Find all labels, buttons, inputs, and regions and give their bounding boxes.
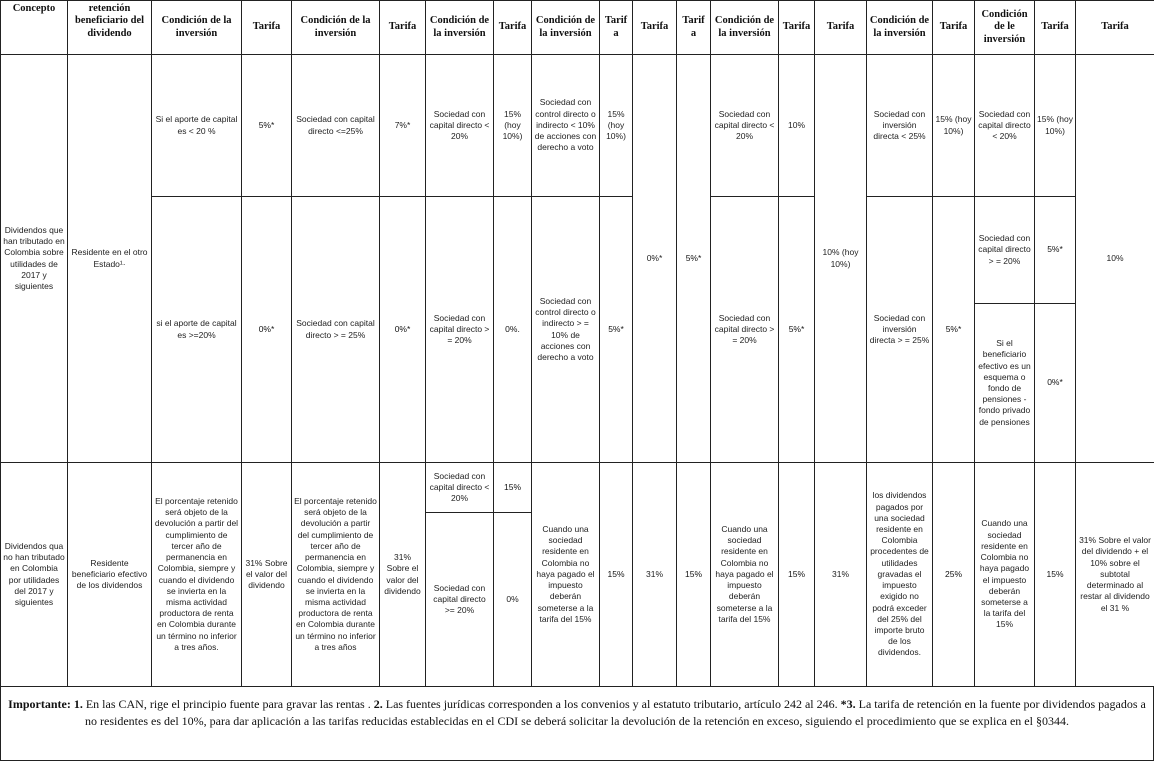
footnote-number: 1.	[73, 697, 83, 711]
condition-cell: Cuando una sociedad residente en Colombia no haya pagado el impuesto deberán someterse a la tarifa del 15%	[975, 463, 1035, 687]
rate-cell: 0%*	[633, 55, 677, 463]
footnote-text: La tarifa de retención en la fuente por dividendos pagados a no residentes es del 10%, para dar aplicación a las tarifas reducidas establecidas en el CDI se deberá solicitar la devolución de la retención en exceso, siguiendo el procedimiento que se explica en el §0344.	[85, 697, 1146, 728]
header-tarifa: Tarif a	[677, 1, 711, 55]
rate-cell: 5%*	[779, 197, 815, 463]
condition-cell: Sociedad con capital directo < 20%	[975, 55, 1035, 197]
rate-cell: 15%	[494, 463, 532, 513]
rate-cell: 0%*	[380, 197, 426, 463]
rate-cell: 0%*	[1035, 304, 1076, 463]
condition-cell: si el aporte de capital es >=20%	[152, 197, 242, 463]
footnote-text: En las CAN, rige el principio fuente para gravar las rentas .	[82, 697, 374, 711]
condition-cell: Sociedad con control directo o indirecto > = 10% de acciones con derecho a voto	[532, 197, 600, 463]
footnote-label: Importante:	[8, 697, 71, 711]
rate-cell: 15% (hoy 10%)	[1035, 55, 1076, 197]
condition-cell: Sociedad con capital directo > = 25%	[292, 197, 380, 463]
rate-cell: 31% Sobre el valor del dividendo + el 10% sobre el subtotal determinado al restar al dividendo el 31 %	[1076, 463, 1154, 687]
rate-cell: 15%	[677, 463, 711, 687]
table-row	[1, 55, 1154, 197]
rate-cell: 31%	[815, 463, 867, 687]
header-tarifa: Tarifa	[815, 1, 867, 55]
condition-cell: Sociedad con capital directo >= 20%	[426, 513, 494, 687]
condition-cell: Si el aporte de capital es < 20 %	[152, 55, 242, 197]
rate-cell: 15%	[600, 463, 633, 687]
header-condicion: Condición de la inversión	[292, 1, 380, 55]
header-tarifa: Tarifa	[1035, 1, 1076, 55]
footnote	[0, 686, 1154, 761]
condition-cell: los dividendos pagados por una sociedad residente en Colombia procedentes de utilidades gravadas el impuesto exigido no podrá exceder del 25% del importe bruto de los dividendos.	[867, 463, 933, 687]
condition-cell: Sociedad con capital directo < 20%	[711, 55, 779, 197]
header-condicion: Condición de le inversión	[975, 1, 1035, 55]
header-tarifa: Tarifa	[933, 1, 975, 55]
rate-cell: 5%*	[600, 197, 633, 463]
header-condicion: Condición de la inversión	[152, 1, 242, 55]
footnote-number: 2.	[373, 697, 383, 711]
condition-cell: Cuando una sociedad residente en Colombia no haya pagado el impuesto deberán someterse a la tarifa del 15%	[711, 463, 779, 687]
header-row	[1, 1, 1154, 55]
condition-cell: Sociedad con capital directo > = 20%	[711, 197, 779, 463]
table-row	[1, 197, 1154, 304]
rate-cell: 0%*	[242, 197, 292, 463]
condition-cell: Sociedad con inversión directa < 25%	[867, 55, 933, 197]
condition-cell: Si el beneficiario efectivo es un esquema o fondo de pensiones - fondo privado de pensiones	[975, 304, 1035, 463]
rate-cell: 0%	[494, 513, 532, 687]
rate-cell: 5%*	[1035, 197, 1076, 304]
rate-cell: 7%*	[380, 55, 426, 197]
rate-cell: 10%	[1076, 55, 1154, 463]
condition-cell: Sociedad con capital directo > = 20%	[426, 197, 494, 463]
rate-cell: 31%	[633, 463, 677, 687]
rate-cell: 15% (hoy 10%)	[494, 55, 532, 197]
header-tarifa: Tarifa	[380, 1, 426, 55]
table-row	[1, 463, 1154, 513]
header-condicion: Condición de la inversión	[426, 1, 494, 55]
beneficiario-cell: Residente beneficiario efectivo de los dividendos	[68, 463, 152, 687]
header-tarifa: Tarifa	[494, 1, 532, 55]
header-tarifa: Tarifa	[1076, 1, 1154, 55]
header-condicion: Condición de la inversión	[711, 1, 779, 55]
condition-cell: Cuando una sociedad residente en Colombia no haya pagado el impuesto deberán someterse a la tarifa del 15%	[532, 463, 600, 687]
condition-cell: Sociedad con capital directo <=25%	[292, 55, 380, 197]
condition-cell: Sociedad con capital directo < 20%	[426, 55, 494, 197]
rate-cell: 31% Sobre el valor del dividendo	[380, 463, 426, 687]
footnote-number: *3.	[840, 697, 856, 711]
rate-cell: 5%*	[677, 55, 711, 463]
header-tarifa: Tarifa	[633, 1, 677, 55]
rate-cell: 5%*	[242, 55, 292, 197]
rate-cell: 5%*	[933, 197, 975, 463]
header-condicion: Condición de la inversión	[867, 1, 933, 55]
footnote-text: Las fuentes jurídicas corresponden a los convenios y al estatuto tributario, artículo 242 al 246.	[382, 697, 841, 711]
header-tarifa: Tarifa	[779, 1, 815, 55]
condition-cell: Sociedad con control directo o indirecto < 10% de acciones con derecho a voto	[532, 55, 600, 197]
header-concepto: Concepto	[1, 1, 68, 55]
beneficiario-cell: Residente en el otro Estado¹·	[68, 55, 152, 463]
condition-cell: El porcentaje retenido será objeto de la devolución a partir del cumplimiento de tercer año de permanencia en Colombia, siempre y cuando el dividendo se invierta en la misma actividad productora de renta en Colombia durante un término no inferior a tres años	[292, 463, 380, 687]
rate-cell: 15% (hoy 10%)	[600, 55, 633, 197]
rate-cell: 15%	[1035, 463, 1076, 687]
rate-cell: 31% Sobre el valor del dividendo	[242, 463, 292, 687]
header-condicion: Condición de la inversión	[532, 1, 600, 55]
rate-cell: 25%	[933, 463, 975, 687]
rate-cell: 10%	[779, 55, 815, 197]
rate-cell: 10% (hoy 10%)	[815, 55, 867, 463]
concepto-cell: Dividendos que han tributado en Colombia sobre utilidades de 2017 y siguientes	[1, 55, 68, 463]
condition-cell: El porcentaje retenido será objeto de la devolución a partir del cumplimiento de tercer año de permanencia en Colombia, siempre y cuando el dividendo se invierta en la misma actividad productora de renta en Colombia durante un término no inferior a tres años.	[152, 463, 242, 687]
rate-cell: 15% (hoy 10%)	[933, 55, 975, 197]
rate-cell: 0%.	[494, 197, 532, 463]
condition-cell: Sociedad con capital directo < 20%	[426, 463, 494, 513]
header-beneficiario: retención beneficiario del dividendo	[68, 1, 152, 55]
header-tarifa: Tarifa	[242, 1, 292, 55]
condition-cell: Sociedad con inversión directa > = 25%	[867, 197, 933, 463]
rate-cell: 15%	[779, 463, 815, 687]
concepto-cell: Dividendos qua no han tributado en Colombia por utilidades del 2017 y siguientes	[1, 463, 68, 687]
header-tarifa: Tarif a	[600, 1, 633, 55]
condition-cell: Sociedad con capital directo > = 20%	[975, 197, 1035, 304]
